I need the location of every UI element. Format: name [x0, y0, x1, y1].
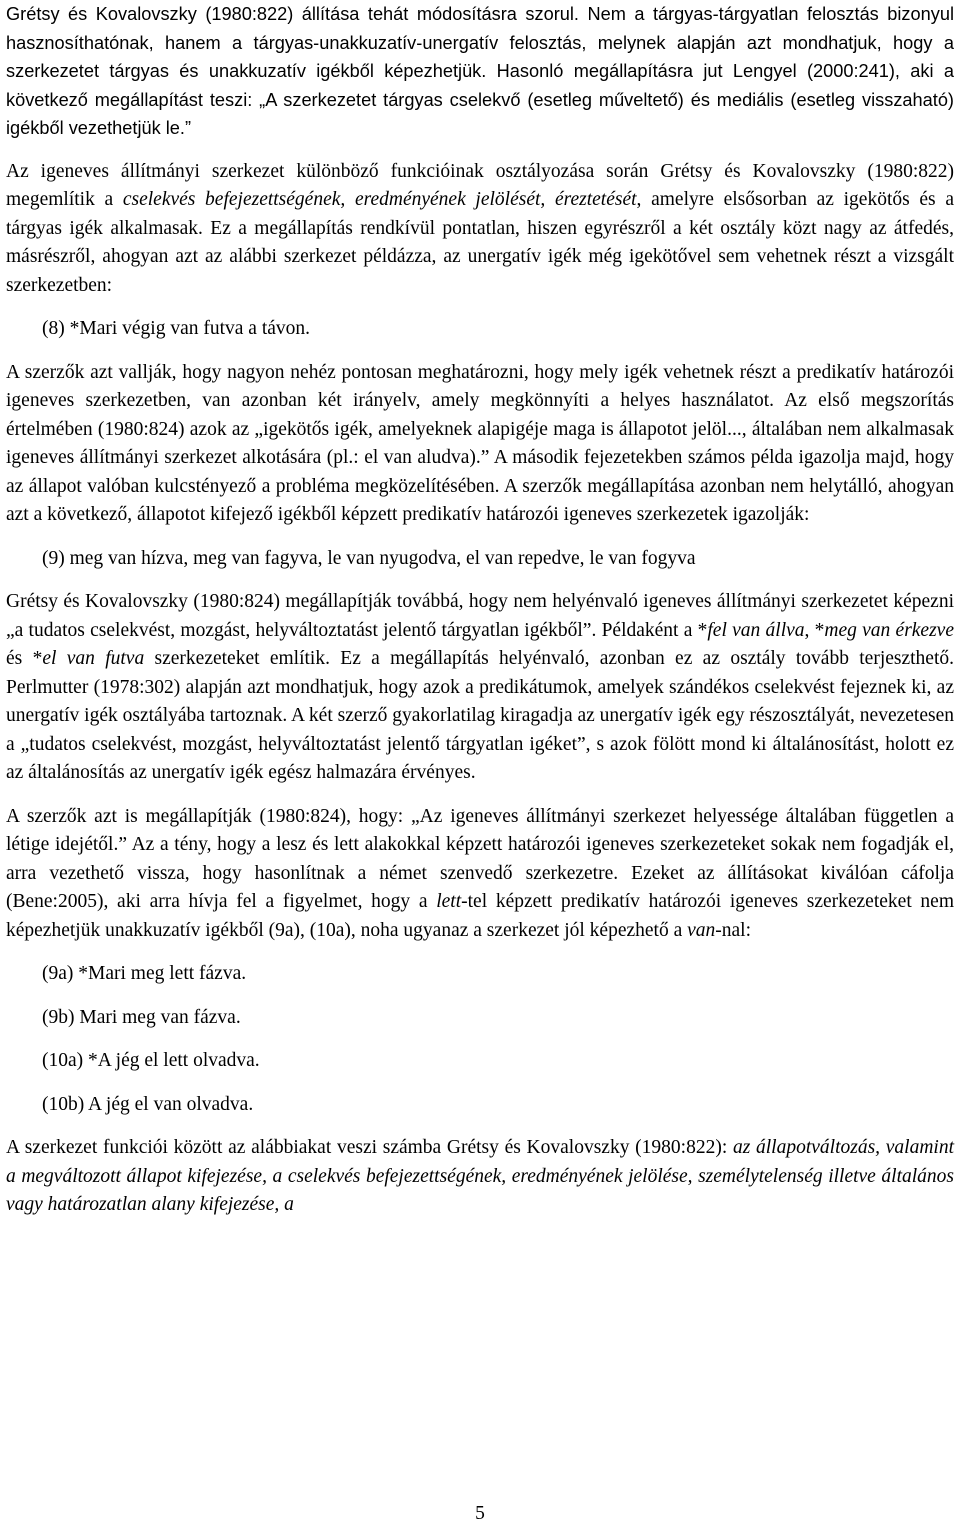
- paragraph-4-text-a: Grétsy és Kovalovszky (1980:824) megállapítják továbbá, hogy nem helyénvaló igeneves állítmányi szerkezetet képezni „a tudatos cselekvést, mozgást, helyváltoztatást jelentő tárgyatlan igékből”. Példaként a *: [6, 591, 954, 641]
- paragraph-4-italic-3: el van futva: [42, 648, 145, 669]
- paragraph-4: [6, 588, 954, 788]
- paragraph-1-text: Grétsy és Kovalovszky (1980:822) állítása tehát módosításra szorul. Nem a tárgyas-tárgyatlan felosztás bizonyul hasznosíthatónak, hanem a tárgyas-unakkuzatív-unergatív felosztás, melynek alapján azt mondhatjuk, hogy a szerkezetet tárgyas és unakkuzatív igékből képezhetjük. Hasonló megállapításra jut Lengyel (2000:241), aki a következő megállapítást teszi: „A szerkezetet tárgyas cselekvő (esetleg műveltető) és mediális (esetleg visszaható) igékből vezethetjük le.”: [6, 4, 954, 138]
- page-number: 5: [475, 1503, 485, 1524]
- example-9b: (9b) Mari meg van fázva.: [42, 1006, 241, 1028]
- paragraph-3: [6, 359, 954, 530]
- paragraph-2: [6, 158, 954, 301]
- paragraph-4-text-c: és *: [6, 648, 43, 669]
- example-10a: (10a) *A jég el lett olvadva.: [42, 1050, 260, 1071]
- paragraph-2-italic: cselekvés befejezettségének, eredményének jelölését, éreztetését: [122, 189, 637, 210]
- paragraph-6-italic: az állapotváltozás, valamint a megváltozott állapot kifejezése, a cselekvés befejezettségének, eredményének jelölése, személytelenség illetve általános vagy határozatlan alany kifejezése, a: [6, 1137, 954, 1215]
- paragraph-5-italic-2: van: [687, 919, 716, 941]
- paragraph-3-text: A szerzők azt vallják, hogy nagyon nehéz pontosan meghatározni, hogy mely igék vehetnek részt a predikatív határozói igeneves szerkezetben, van azonban két irányelv, amely megkönnyíti a helyes használatot. Az első megszorítás értelmében (1980:824) azok az „igekötős igék, amelyeknek alapigéje maga is állapotot jelöl..., általában nem alkalmasak igeneves állítmányi szerkezet alkotására (pl.: el van aludva).” A második fejezetekben számos példa igazolja majd, hogy az állapot valóban kulcstényező a probléma megközelítésében. A szerzők megállapítása azonban nem helytálló, ahogyan azt a következő, állapotot kifejező igékből képzett predikatív határozói igeneves szerkezetek igazolják:: [6, 361, 954, 525]
- paragraph-4-text-d: szerkezeteket említik. Ez a megállapítás helyénvaló, azonban ez az osztály tovább terjeszthető. Perlmutter (1978:302) alapján azt mondhatjuk, hogy azok a predikátumok, amelyek szándékos cselekvést fejeznek ki, az unergatív igék osztályába tartoznak. A két szerző gyakorlatilag kiragadja az unergatív igék egy részosztályát, nevezetesen a „tudatos cselekvést, mozgást, helyváltoztatást jelentő tárgyatlan igéket”, s azok fölött mond ki általánosítást, holott ez az általánosítás az unergatív igék egész halmazára érvényes.: [6, 648, 955, 783]
- paragraph-5-text-b: -tel képzett predikatív határozói igeneves szerkezeteket nem képezhetjük unakkuzatív igékből (9a), (10a), noha ugyanaz a szerkezet jól képezhető a: [6, 891, 955, 941]
- paragraph-6-text-a: A szerkezet funkciói között az alábbiakat veszi számba Grétsy és Kovalovszky (1980:822):: [6, 1137, 733, 1158]
- paragraph-5-text-a: A szerzők azt is megállapítják (1980:824), hogy: „Az igeneves állítmányi szerkezet helyessége általában független a létige idejétől.” Az a tény, hogy a lesz és lett alakokkal képzett határozói igeneves szerkezeteket sokak nem fogadják el, arra vezethető vissza, hogy hasonlítnak a német szenvedő szerkezetre. Ezeket az állításokat kiválóan cáfolja (Bene:2005), aki arra hívja fel a figyelmet, hogy a: [6, 805, 954, 912]
- example-9: (9) meg van hízva, meg van fagyva, le van nyugodva, el van repedve, le van fogyva: [42, 547, 696, 569]
- example-9a: (9a) *Mari meg lett fázva.: [42, 963, 247, 984]
- paragraph-1: [6, 0, 954, 143]
- paragraph-4-italic-2: meg van érkezve: [824, 619, 954, 641]
- paragraph-5: [6, 803, 954, 946]
- paragraph-2-text-b: , amelyre elsősorban az igekötős és a tárgyas igék alkalmasak. Ez a megállapítás rendkívül pontatlan, hiszen egyrészről a két osztály közt nagy az átfedés, másrészről, ahogyan azt az alábbi szerkezet példázza, az unergatív igék még igekötővel sem vehetnek részt a vizsgált szerkezetben:: [6, 189, 954, 296]
- paragraph-2-text-a: Az igeneves állítmányi szerkezet különböző funkcióinak osztályozása során Grétsy és Kovalovszky (1980:822) megemlítik a: [6, 160, 954, 210]
- example-10b: (10b) A jég el van olvadva.: [42, 1093, 254, 1115]
- paragraph-4-italic-1: fel van állva: [707, 619, 805, 641]
- paragraph-4-text-b: , *: [804, 619, 825, 641]
- paragraph-6: [6, 1134, 954, 1220]
- paragraph-5-text-c: -nal:: [715, 919, 752, 941]
- example-8: (8) *Mari végig van futva a távon.: [42, 318, 311, 339]
- document-page: [6, 0, 954, 1220]
- paragraph-5-italic-1: lett: [436, 891, 462, 912]
